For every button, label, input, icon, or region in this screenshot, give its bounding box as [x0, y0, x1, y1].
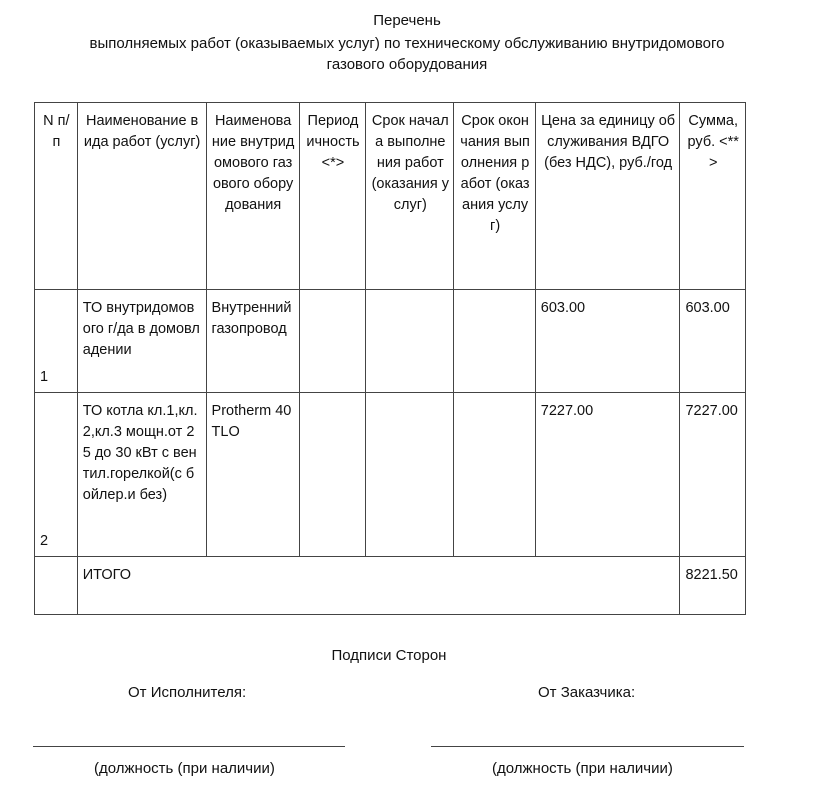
- row-sum: 7227.00: [680, 393, 746, 557]
- row-work-name: ТО котла кл.1,кл.2,кл.3 мощн.от 25 до 30 кВт с вентил.горелкой(с бойлер.и без): [77, 393, 206, 557]
- header-sum: Сумма, руб. <**>: [680, 103, 746, 290]
- executor-label: От Исполнителя:: [128, 684, 247, 701]
- customer-signature-line: [431, 746, 744, 747]
- executor-position-hint: (должность (при наличии): [94, 760, 275, 777]
- row-periodicity: [299, 290, 365, 393]
- row-equipment: Protherm 40 TLO: [206, 393, 299, 557]
- total-num-empty: [35, 557, 78, 615]
- row-sum: 603.00: [680, 290, 746, 393]
- executor-signature-line: [33, 746, 345, 747]
- customer-label: От Заказчика:: [538, 684, 636, 701]
- row-periodicity: [299, 393, 365, 557]
- total-label: ИТОГО: [77, 557, 680, 615]
- header-equipment-name: Наименование внутридомового газового оборудования: [206, 103, 299, 290]
- title-line-3: газового оборудования: [326, 56, 488, 73]
- row-work-name: ТО внутридомового г/да в домовладении: [77, 290, 206, 393]
- row-start: [366, 393, 454, 557]
- row-num: 2: [35, 393, 78, 557]
- works-table: [34, 102, 746, 615]
- header-periodicity: Периодичность <*>: [299, 103, 365, 290]
- title-line-1: Перечень: [373, 12, 441, 29]
- header-work-name: Наименование вида работ (услуг): [77, 103, 206, 290]
- table-total-row: [35, 557, 746, 615]
- row-equipment: Внутренний газопровод: [206, 290, 299, 393]
- table-header-row: [35, 103, 746, 290]
- title-line-2: выполняемых работ (оказываемых услуг) по техническому обслуживанию внутридомового: [89, 35, 725, 52]
- row-price: 7227.00: [535, 393, 680, 557]
- row-price: 603.00: [535, 290, 680, 393]
- row-start: [366, 290, 454, 393]
- row-end: [454, 290, 535, 393]
- header-unit-price: Цена за единицу обслуживания ВДГО (без НДС), руб./год: [535, 103, 680, 290]
- total-sum: 8221.50: [680, 557, 746, 615]
- table-row: [35, 290, 746, 393]
- row-end: [454, 393, 535, 557]
- header-start-date: Срок начала выполнения работ (оказания услуг): [366, 103, 454, 290]
- header-num: N п/п: [35, 103, 78, 290]
- header-end-date: Срок окончания выполнения работ (оказания услуг): [454, 103, 535, 290]
- table-row: [35, 393, 746, 557]
- customer-position-hint: (должность (при наличии): [492, 760, 673, 777]
- signatures-title: Подписи Сторон: [331, 647, 447, 664]
- row-num: 1: [35, 290, 78, 393]
